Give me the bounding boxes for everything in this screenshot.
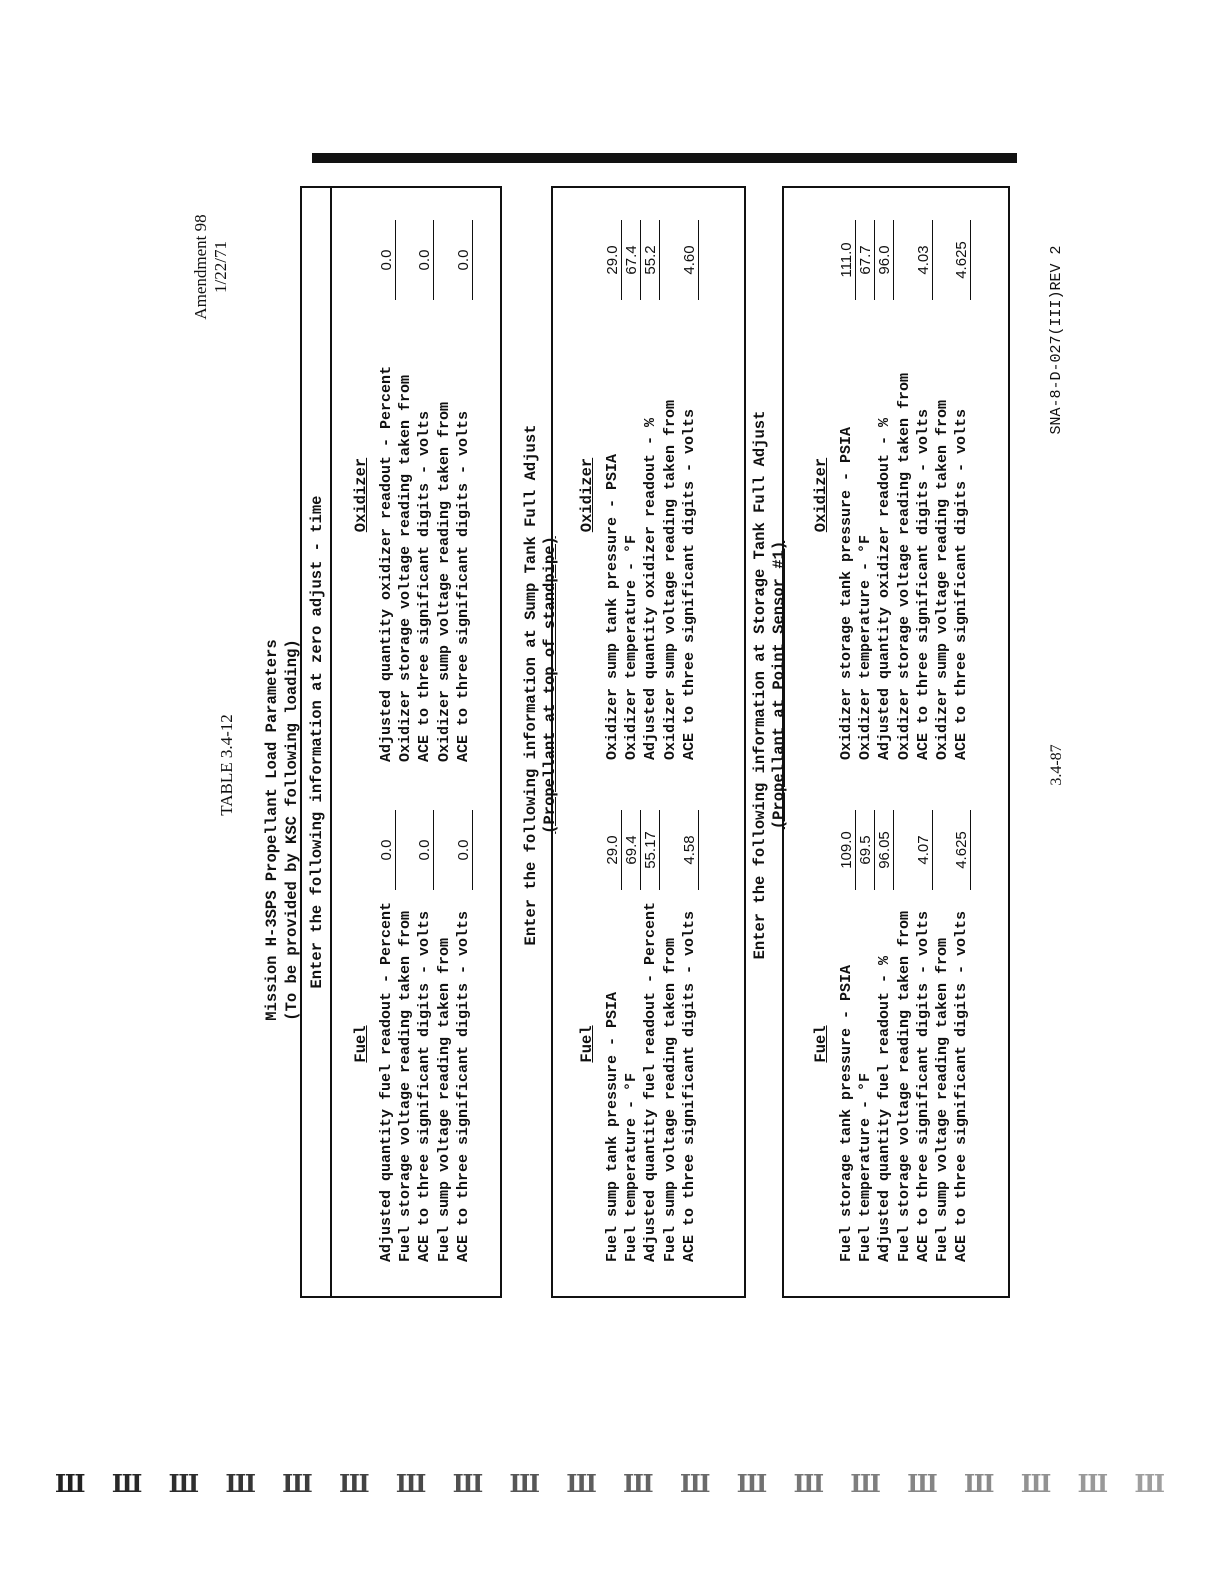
fuel-row-value: 4.58 — [681, 810, 699, 890]
oxidizer-row-value: 0.0 — [416, 220, 434, 300]
fuel-row-label: Fuel sump tank pressure - PSIA — [604, 991, 621, 1262]
fuel-header-1: Fuel — [352, 1025, 370, 1063]
scan-mark: Ш — [168, 1469, 200, 1498]
fuel-row-label: Adjusted quantity fuel readout - % — [876, 955, 894, 1262]
fuel-row-value: 0.0 — [416, 810, 434, 890]
scan-mark: Ш — [623, 1469, 654, 1498]
oxidizer-row-label: Adjusted quantity oxidizer readout - % — [876, 417, 894, 760]
section-heading-rule — [330, 186, 332, 1298]
scan-mark: Ш — [964, 1469, 995, 1498]
heavy-divider-bar — [312, 153, 1017, 163]
section-heading-1: Enter the following information at zero adjust - time — [308, 495, 326, 989]
fuel-row-value: 4.07 — [915, 810, 933, 890]
oxidizer-row-label: ACE to three significant digits - volts — [454, 410, 472, 762]
scan-mark: Ш — [339, 1469, 370, 1498]
amendment-label: Amendment 98 — [191, 214, 210, 320]
oxidizer-row-label: Oxidizer temperature - °F — [623, 534, 641, 760]
oxidizer-row-label: Oxidizer sump tank pressure - PSIA — [604, 453, 621, 760]
oxidizer-row-value: 111.0 — [838, 220, 856, 300]
fuel-row-label: Adjusted quantity fuel readout - Percent — [378, 901, 395, 1262]
oxidizer-row-label: Oxidizer sump voltage reading taken from — [661, 399, 679, 760]
fuel-row-label: ACE to three significant digits - volts — [914, 910, 932, 1262]
oxidizer-row-value: 4.03 — [915, 220, 933, 300]
oxidizer-row-label: ACE to three significant digits - volts — [680, 408, 698, 760]
oxidizer-row-label: Oxidizer sump voltage reading taken from — [934, 399, 951, 760]
oxidizer-header-1: Oxidizer — [352, 457, 370, 533]
fuel-row-value: 109.0 — [838, 810, 856, 890]
scan-mark: Ш — [509, 1469, 540, 1498]
scan-mark: Ш — [55, 1469, 86, 1498]
fuel-row-label: Adjusted quantity fuel readout - Percent — [642, 901, 660, 1262]
oxidizer-row-label: Oxidizer temperature - °F — [857, 534, 875, 760]
oxidizer-row-label: Oxidizer sump voltage reading taken from — [435, 401, 453, 762]
section-subheading-2: (Propellant at top of standpipe) — [541, 536, 559, 834]
oxidizer-row-label: ACE to three significant digits - volts — [953, 408, 971, 760]
page-number: 3.4-87 — [1048, 744, 1065, 786]
oxidizer-row-label: ACE to three significant digits - volts — [416, 410, 434, 762]
scan-mark: Ш — [1020, 1469, 1052, 1498]
fuel-row-label: Fuel storage voltage reading taken from — [397, 910, 415, 1262]
fuel-row-label: Fuel sump voltage reading taken from — [435, 937, 453, 1262]
scan-mark: Ш — [225, 1469, 256, 1498]
scan-mark: Ш — [1134, 1469, 1165, 1498]
scan-mark: Ш — [566, 1469, 597, 1498]
oxidizer-header-3: Oxidizer — [812, 457, 830, 533]
oxidizer-row-label: Adjusted quantity oxidizer readout - Percent — [378, 365, 395, 762]
fuel-row-value: 69.5 — [857, 810, 875, 890]
fuel-row-value: 0.0 — [455, 810, 473, 890]
fuel-row-value: 69.4 — [623, 810, 641, 890]
fuel-row-label: Fuel sump voltage reading taken from — [934, 937, 951, 1262]
fuel-row-label: ACE to three significant digits - volts — [454, 910, 472, 1262]
oxidizer-row-value: 0.0 — [378, 220, 396, 300]
oxidizer-row-value: 55.2 — [642, 220, 660, 300]
fuel-row-label: Fuel storage voltage reading taken from — [895, 910, 913, 1262]
scan-mark: Ш — [679, 1469, 711, 1498]
fuel-row-label: Fuel temperature - °F — [623, 1072, 641, 1262]
oxidizer-row-label: Oxidizer storage voltage reading taken from — [895, 372, 913, 760]
fuel-row-label: Fuel temperature - °F — [857, 1072, 875, 1262]
oxidizer-row-value: 4.60 — [681, 220, 699, 300]
table-title: Mission H-3SPS Propellant Load Parameters — [263, 639, 281, 1021]
scan-mark: Ш — [850, 1469, 881, 1498]
section-heading-3: Enter the following information at Storage Tank Full Adjust — [751, 410, 769, 960]
oxidizer-row-value: 96.0 — [876, 220, 894, 300]
fuel-row-label: ACE to three significant digits - volts — [680, 910, 698, 1262]
oxidizer-row-label: Adjusted quantity oxidizer readout - % — [642, 417, 660, 760]
oxidizer-header-2: Oxidizer — [578, 457, 596, 533]
oxidizer-row-label: ACE to three significant digits - volts — [914, 408, 932, 760]
scan-mark: Ш — [1077, 1469, 1109, 1498]
oxidizer-row-value: 4.625 — [953, 220, 971, 300]
fuel-row-label: Fuel sump voltage reading taken from — [661, 937, 679, 1262]
section-subheading-3: (Propellant at Point Sensor #1) — [770, 540, 788, 830]
document-code: SNA-8-D-027(III)REV 2 — [1048, 245, 1065, 435]
fuel-row-value: 55.17 — [642, 810, 660, 890]
scan-mark: Ш — [452, 1469, 484, 1498]
scan-mark: Ш — [282, 1469, 313, 1498]
section-heading-2: Enter the following information at Sump Tank Full Adjust — [522, 424, 540, 946]
scan-mark: Ш — [111, 1469, 143, 1498]
fuel-row-label: ACE to three significant digits - volts — [416, 910, 434, 1262]
oxidizer-row-label: Oxidizer storage tank pressure - PSIA — [838, 426, 855, 760]
amendment-date: 1/22/71 — [211, 241, 230, 293]
fuel-row-value: 96.05 — [876, 810, 894, 890]
fuel-header-3: Fuel — [812, 1025, 830, 1063]
scan-mark: Ш — [395, 1469, 427, 1498]
fuel-row-label: Fuel storage tank pressure - PSIA — [838, 964, 855, 1262]
fuel-row-value: 4.625 — [953, 810, 971, 890]
scan-mark: Ш — [736, 1469, 768, 1498]
oxidizer-row-value: 67.4 — [623, 220, 641, 300]
oxidizer-row-value: 29.0 — [604, 220, 622, 300]
scan-mark: Ш — [793, 1469, 824, 1498]
table-subtitle: (To be provided by KSC following loading) — [283, 639, 301, 1021]
fuel-row-value: 0.0 — [378, 810, 396, 890]
scan-mark: Ш — [907, 1469, 938, 1498]
fuel-row-label: ACE to three significant digits - volts — [953, 910, 971, 1262]
oxidizer-row-value: 67.7 — [857, 220, 875, 300]
oxidizer-row-label: Oxidizer storage voltage reading taken from — [397, 374, 415, 762]
scan-registration-marks — [55, 1468, 1165, 1498]
oxidizer-row-value: 0.0 — [455, 220, 473, 300]
fuel-header-2: Fuel — [578, 1025, 596, 1063]
fuel-row-value: 29.0 — [604, 810, 622, 890]
table-number: TABLE 3.4-12 — [217, 714, 236, 816]
